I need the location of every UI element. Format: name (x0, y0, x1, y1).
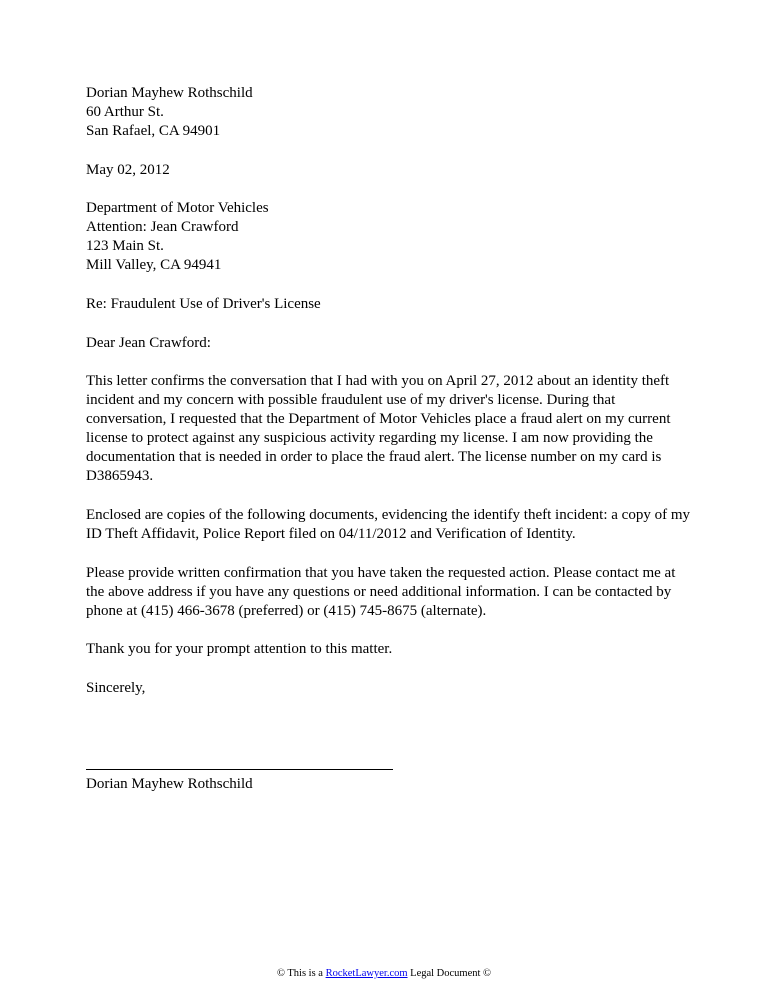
paragraph-line: license to protect against any suspicious activity regarding my license. I am now providing the (86, 430, 653, 446)
paragraph-line: D3865943. (86, 468, 154, 484)
paragraph-line: documentation that is needed in order to place the fraud alert. The license number on my card is (86, 449, 662, 465)
signature-line (86, 769, 393, 770)
recipient-street: 123 Main St. (86, 238, 164, 254)
footer-suffix: Legal Document © (407, 968, 492, 979)
salutation-block (86, 334, 692, 353)
recipient-org: Department of Motor Vehicles (86, 200, 269, 216)
closing: Sincerely, (86, 680, 146, 696)
salutation: Dear Jean Crawford: (86, 335, 211, 351)
subject-line: Re: Fraudulent Use of Driver's License (86, 296, 321, 312)
body-paragraph-3 (86, 564, 692, 621)
body-paragraph-2 (86, 506, 692, 544)
body-paragraph-1 (86, 372, 692, 486)
paragraph-line: Enclosed are copies of the following documents, evidencing the identify theft incident: a copy of my (86, 507, 690, 523)
sender-street: 60 Arthur St. (86, 104, 164, 120)
signature-name-block (86, 775, 692, 794)
footer (0, 967, 768, 981)
thanks-line: Thank you for your prompt attention to this matter. (86, 641, 393, 657)
paragraph-line: ID Theft Affidavit, Police Report filed on 04/11/2012 and Verification of Identity. (86, 526, 576, 542)
paragraph-line: This letter confirms the conversation that I had with you on April 27, 2012 about an identity theft (86, 373, 670, 389)
recipient-attention: Attention: Jean Crawford (86, 219, 239, 235)
paragraph-line: Please provide written confirmation that you have taken the requested action. Please contact me at (86, 565, 676, 581)
sender-city: San Rafael, CA 94901 (86, 123, 221, 139)
recipient-city: Mill Valley, CA 94941 (86, 257, 222, 273)
signature-name: Dorian Mayhew Rothschild (86, 776, 253, 792)
sender-name: Dorian Mayhew Rothschild (86, 85, 253, 101)
footer-prefix: © This is a (276, 968, 326, 979)
recipient-address (86, 199, 692, 275)
paragraph-line: incident and my concern with possible fraudulent use of my driver's license. During that (86, 392, 616, 408)
subject-block (86, 295, 692, 314)
paragraph-line: the above address if you have any questions or need additional information. I can be contacted by (86, 584, 672, 600)
closing-block (86, 679, 692, 698)
thanks-block (86, 640, 692, 659)
rocketlawyer-link[interactable]: RocketLawyer.com (325, 968, 408, 979)
letter-date: May 02, 2012 (86, 162, 170, 178)
letter-date-block (86, 161, 692, 180)
paragraph-line: phone at (415) 466-3678 (preferred) or (415) 745-8675 (alternate). (86, 603, 487, 619)
paragraph-line: conversation, I requested that the Department of Motor Vehicles place a fraud alert on my current (86, 411, 671, 427)
sender-address (86, 84, 692, 141)
